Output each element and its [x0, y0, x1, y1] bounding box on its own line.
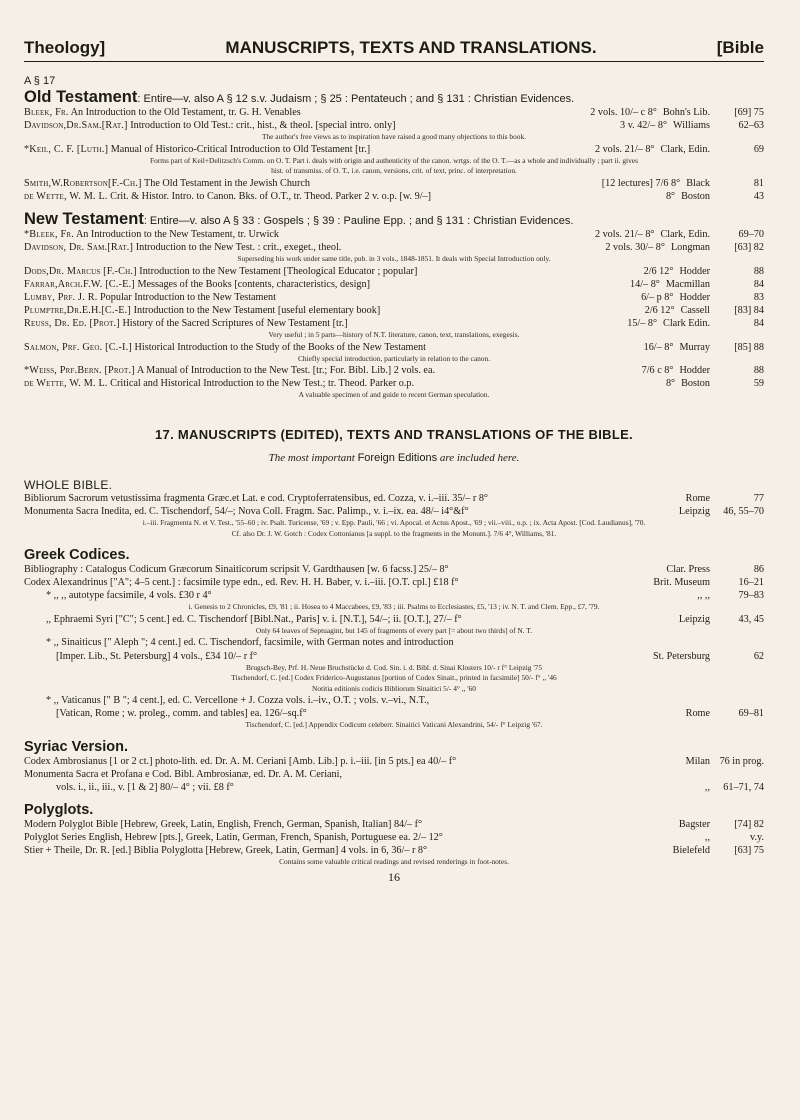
entry-pages: [63] 75 — [734, 845, 764, 857]
entry-price: 15/– 8° — [627, 318, 658, 330]
entry-publisher: Hodder — [679, 365, 710, 377]
entry-main — [24, 265, 640, 278]
entry-pages: [83] 84 — [734, 304, 764, 316]
whole-bible-list — [24, 492, 764, 518]
annotation-note: i. Genesis to 2 Chronicles, £9, '81 ; ii. Hosea to 4 Maccabees, £9, '83 ; iii. Psalms to Ecclesiastes, £5, '13 ; iv. N. T. and Clem. Epp., £7, '79. — [188, 602, 600, 612]
entry-publisher: ,, — [704, 782, 710, 794]
entry-pages: 69 — [753, 143, 764, 155]
entry-pages: 59 — [753, 378, 764, 390]
header-left: Theology] — [24, 38, 106, 57]
entry-publisher: ,, — [704, 832, 710, 844]
entry-pages: 84 — [753, 278, 764, 290]
entry-pages: [85] 88 — [734, 341, 764, 353]
entry-main — [24, 291, 637, 304]
entry-text: vols. i., ii., iii., v. [1 & 2] 80/– 4° ; vii. £8 f° — [56, 782, 234, 794]
entry-author: *Bleek, Fr. — [24, 228, 74, 240]
entry-publisher: Hodder — [679, 265, 710, 277]
header-right: [Bible — [716, 38, 764, 57]
bibliography-entry — [24, 781, 764, 794]
entry-publisher: Bielefeld — [672, 845, 710, 857]
entry-publisher: Boston — [681, 190, 710, 202]
entry-publisher: Longman — [670, 242, 710, 254]
entry-author: Smith,W.Robertson[F.-Ch.] — [24, 177, 142, 189]
bibliography-entry — [24, 106, 764, 119]
bibliography-entry — [24, 589, 764, 602]
entry-publisher: ,, ,, — [697, 590, 710, 602]
bibliography-entry — [24, 707, 764, 720]
bibliography-entry — [24, 492, 764, 505]
entry-price: 7/6 c 8° — [641, 365, 674, 377]
bibliography-entry — [24, 317, 764, 330]
bibliography-entry — [24, 505, 764, 518]
entry-publisher: Rome — [685, 708, 710, 720]
nt-heading-rest: : Entire—v. also A § 33 : Gospels ; § 39 : Pauline Epp. ; and § 131 : Christian Evidences. — [143, 214, 574, 227]
entry-author: Plumptre,Dr.E.H.[C.-E.] — [24, 304, 132, 316]
entry-text: ,, Ephraemi Syri ["C"; 5 cent.] ed. C. Tischendorf [Bibl.Nat., Paris] v. i. [N.T.], 54/–; ii. [O.T.], 27/– f° — [46, 613, 462, 625]
bibliography-entry — [24, 364, 764, 377]
entry-author: *Keil, C. F. [Luth.] — [24, 143, 109, 155]
entry-text: Bibliorum Sacrorum vetustissima fragmenta Græc.et Lat. e cod. Cryptoferratensibus, ed. Cozza, v. i.–iii. 35/– r 8° — [24, 492, 489, 504]
entry-price: 14/– 8° — [630, 278, 660, 290]
entry-text: Monumenta Sacra Inedita, ed. C. Tischendorf, 54/–; Nova Coll. Fragm. Sac. Palimp., v. i.–ix. ea. 48/– i4°&f° — [24, 506, 469, 517]
entry-publisher: Clark, Edin. — [660, 143, 710, 155]
entry-publisher: Bohn's Lib. — [662, 107, 710, 118]
entry-text: Polyglot Series English, Hebrew [pts.], Greek, Latin, German, French, Spanish, Portuguese ea. 2/– 12° — [24, 832, 443, 844]
entry-price: 2/6 12° — [644, 304, 675, 316]
entry-title: An Introduction to the New Testament, tr. Urwick — [75, 228, 280, 240]
entry-main — [24, 106, 586, 119]
entry-pages: 77 — [753, 492, 764, 504]
entry-publisher: Bagster — [678, 819, 710, 831]
entry-pages: 76 in prog. — [719, 755, 764, 767]
entry-title: Crit. & Histor. Intro. to Canon. Bks. of O.T., tr. Theod. Parker 2 v. o.p. [w. 9/–] — [110, 190, 432, 202]
polyglots-note: Contains some valuable critical readings and revised renderings in foot-notes. — [279, 857, 509, 867]
entry-title: Introduction to the New Test. : crit., exeget., theol. — [135, 242, 342, 254]
polyglots-list — [24, 818, 764, 857]
entry-author: de Wette, W. M. L. — [24, 190, 108, 202]
entry-author: Farrar,Arch.F.W. [C.-E.] — [24, 278, 135, 290]
bibliography-entry — [24, 613, 764, 626]
bibliography-entry — [24, 190, 764, 203]
entry-title: Introduction to Old Test.: crit., hist., & theol. [special intro. only] — [130, 120, 396, 132]
entry-main — [24, 119, 616, 132]
entry-text: * ,, Sinaiticus [" Aleph "; 4 cent.] ed. C. Tischendorf, facsimile, with German notes and introduction — [46, 637, 454, 649]
annotation-note: Cf. also Dr. J. W. Gotch : Codex Cottonianus [a suppl. to the fragments in the Monum.]. 7/6 4°, Williams, '81. — [231, 528, 557, 538]
bibliography-entry — [24, 818, 764, 831]
entry-pages: 84 — [753, 318, 764, 330]
entry-pages: 69–70 — [738, 228, 764, 240]
entry-pages: 88 — [753, 365, 764, 377]
entry-author: Dods,Dr. Marcus [F.-Ch.] — [24, 265, 137, 277]
ot-heading-title: Old Testament — [24, 88, 138, 106]
entry-title: Critical and Historical Introduction to the New Test.; tr. Theod. Parker o.p. — [110, 378, 415, 390]
entry-publisher: Cassell — [680, 304, 710, 316]
bibliography-entry — [24, 119, 764, 132]
entry-pages: [63] 82 — [734, 242, 764, 254]
entry-pages: 88 — [753, 265, 764, 277]
annotation-note: Chiefly special introduction, particularly in relation to the canon. — [297, 353, 491, 363]
entry-author: Davidson, Dr. Sam.[Rat.] — [24, 242, 134, 254]
entry-main — [24, 241, 601, 254]
entry-main — [24, 364, 638, 377]
annotation-note: Only 64 leaves of Septuagint, but 145 of fragments of every part [= about two thirds] of N. T. — [255, 625, 533, 635]
polyglots-heading: Polyglots. — [24, 802, 94, 819]
entry-title: History of the Sacred Scriptures of New Testament [tr.] — [122, 318, 348, 330]
entry-price: 2 vols. 30/– 8° — [605, 242, 665, 254]
bibliography-entry — [24, 291, 764, 304]
bibliography-entry — [24, 576, 764, 589]
entry-text: Codex Alexandrinus ["A"; 4–5 cent.] : facsimile type edn., ed. Rev. H. H. Baber, v. i.–iii. [O.T. cpl.] £18 f° — [24, 577, 459, 589]
entry-publisher: Boston — [681, 378, 710, 390]
annotation-note: hist. of transmiss. of O. T., i.e. canon, versions, crit. of text, princ. of interpretation. — [271, 166, 517, 176]
entry-publisher: Leipzig — [678, 506, 710, 517]
entry-title: Manual of Historico-Critical Introduction to Old Testament [tr.] — [110, 143, 371, 155]
running-head — [24, 38, 764, 62]
entry-title: An Introduction to the Old Testament, tr. G. H. Venables — [70, 107, 301, 118]
whole-bible-heading: WHOLE BIBLE. — [24, 477, 113, 492]
entry-main — [24, 304, 641, 317]
entry-publisher: Rome — [685, 492, 710, 504]
entry-publisher: Macmillan — [665, 278, 710, 290]
bibliography-entry — [24, 377, 764, 390]
bibliography-entry — [24, 694, 764, 707]
entry-author: Lumby, Prf. J. R. — [24, 291, 98, 303]
section-17-subtitle — [24, 452, 764, 464]
entry-title: Historical Introduction to the Study of the Books of the New Testament — [134, 341, 426, 353]
entry-main — [24, 278, 626, 291]
entry-pages: 69–81 — [738, 708, 764, 720]
entry-price: 6/– p 8° — [641, 291, 674, 303]
bibliography-entry — [24, 304, 764, 317]
entry-publisher: Milan — [685, 755, 710, 767]
entry-pages: v.y. — [750, 832, 764, 844]
entry-author: Davidson,Dr.Sam.[Rat.] — [24, 120, 128, 132]
entry-price: 8° — [665, 378, 676, 390]
annotation-note: The author's free views as to inspiration have raised a good many objections to this book. — [261, 132, 527, 142]
subtitle-post: are included here. — [439, 451, 520, 464]
greek-codices-list — [24, 563, 764, 731]
bibliography-entry — [24, 563, 764, 576]
subtitle-pre: The most important — [268, 451, 355, 464]
entry-title: The Old Testament in the Jewish Church — [144, 177, 311, 189]
bibliography-entry — [24, 755, 764, 768]
entry-pages: 62–63 — [738, 120, 764, 132]
entry-publisher: Clark Edin. — [663, 318, 710, 330]
entry-text: [Imper. Lib., St. Petersburg] 4 vols., £34 10/– r f° — [56, 650, 258, 662]
bibliography-entry — [24, 228, 764, 241]
entry-price: 2/6 12° — [643, 265, 674, 277]
entry-pages: 61–71, 74 — [723, 782, 764, 794]
entry-pages: 81 — [753, 177, 764, 189]
nt-heading-title: New Testament — [24, 209, 144, 228]
entry-publisher: Brit. Museum — [653, 577, 710, 589]
entry-main — [24, 177, 598, 190]
entry-price: 16/– 8° — [643, 341, 674, 353]
entry-text: [Vatican, Rome ; w. proleg., comm. and tables] ea. 126/–sq.f° — [56, 708, 307, 720]
header-center: MANUSCRIPTS, TEXTS AND TRANSLATIONS. — [225, 38, 597, 57]
bibliography-entry — [24, 341, 764, 354]
entry-text: * ,, ,, autotype facsimile, 4 vols. £30 r 4° — [46, 590, 212, 602]
entry-publisher: Black — [686, 177, 710, 189]
annotation-note: Superseding his work under same title, pub. in 3 vols., 1848-1851. It deals with Special Introduction only. — [237, 254, 551, 264]
subtitle-foreign-editions: Foreign Editions — [357, 451, 438, 464]
entry-main — [24, 143, 591, 156]
bibliography-entry — [24, 278, 764, 291]
entry-main — [24, 377, 662, 390]
bibliography-entry — [24, 650, 764, 663]
entry-pages: 16–21 — [738, 577, 764, 589]
annotation-note: Notitia editionis codicis Bibliorum Sinaitici 5/- 4° ,, '60 — [312, 683, 476, 693]
entry-pages: 43, 45 — [738, 613, 764, 625]
entry-text: Monumenta Sacra et Profana e Cod. Bibl. Ambrosianæ, ed. Dr. A. M. Ceriani, — [24, 768, 343, 780]
entry-text: * ,, Vaticanus [" B "; 4 cent.], ed. C. Vercellone + J. Cozza vols. i.–iv., O.T. ; vols. v.–vi., N.T., — [46, 695, 430, 707]
entry-publisher: Leipzig — [678, 613, 710, 625]
bibliography-entry — [24, 177, 764, 190]
entry-title: Introduction to the New Testament [useful elementary book] — [133, 304, 381, 316]
entry-title: A Manual of Introduction to the New Test. [tr.; For. Bibl. Lib.] 2 vols. ea. — [136, 365, 436, 377]
bibliography-entry — [24, 241, 764, 254]
ot-entry-list — [24, 106, 764, 203]
bibliography-entry — [24, 265, 764, 278]
nt-heading — [24, 209, 764, 228]
entry-pages: [69] 75 — [734, 107, 764, 118]
entry-title: Messages of the Books [contents, characteristics, design] — [137, 278, 370, 290]
entry-publisher: Williams — [673, 120, 710, 132]
annotation-note: Tischendorf, C. [ed.] Codex Friderico-Augustanus [portion of Codex Sinait., printed in facsimile] 50/- f° ,, '46 — [231, 673, 557, 683]
syriac-heading: Syriac Version. — [24, 738, 128, 755]
ot-heading — [24, 90, 764, 106]
entry-price: [12 lectures] 7/6 8° — [601, 177, 681, 189]
ot-heading-rest: : Entire—v. also A § 12 s.v. Judaism ; § 25 : Pentateuch ; and § 131 : Christian Evidences. — [137, 93, 575, 105]
annotation-note: Tischendorf, C. [ed.] Appendix Codicum celeberr. Sinaitici Vaticani Alexandrini, 54/- f° Leipzig '67. — [245, 720, 543, 730]
entry-text: Codex Ambrosianus [1 or 2 ct.] photo-lith. ed. Dr. A. M. Ceriani [Amb. Lib.] p. i.–iii. [in 5 pts.] ea 40/– f° — [24, 755, 457, 767]
entry-price: 8° — [665, 190, 676, 202]
entry-text: Bibliography : Catalogus Codicum Græcorum Sinaiticorum scripsit V. Gardthausen [w. 6 facss.] 25/– 8° — [24, 564, 449, 576]
entry-price: 3 v. 42/– 8° — [620, 120, 668, 132]
page-number: 16 — [388, 869, 400, 884]
bibliography-entry — [24, 143, 764, 156]
entry-main — [24, 228, 591, 241]
entry-pages: 43 — [753, 190, 764, 202]
entry-publisher: Murray — [679, 341, 710, 353]
entry-price: 2 vols. 21/– 8° — [594, 143, 655, 155]
bibliography-entry — [24, 831, 764, 844]
annotation-note: i.–iii. Fragmenta N. et V. Test., '55–60 ; iv. Psalt. Turicense, '69 ; v. Epp. Pauli, '66 ; vi. Apocal. et Actus Apost., '69 ; vii.–viii., o.p. ; ix. Acta Apost. [Cod. Laudianus], '70. — [142, 518, 646, 528]
entry-publisher: St. Petersburg — [653, 650, 710, 662]
annotation-note: Brugsch-Bey, Prf. H. Neue Bruchstücke d. Cod. Sin. i. d. Bibl. d. Sinai Klosters 10/- r f° Leipzig '75 — [245, 662, 543, 672]
section-17-title: 17. MANUSCRIPTS (EDITED), TEXTS AND TRANSLATIONS OF THE BIBLE. — [155, 426, 633, 442]
entry-pages: 86 — [753, 564, 764, 576]
entry-pages: 79–83 — [738, 590, 764, 602]
entry-price: 2 vols. 10/– c 8° — [590, 107, 657, 118]
annotation-note: Very useful ; in 5 parts—history of N.T. literature, canon, text, translations, exegesis. — [268, 330, 520, 340]
entry-main — [24, 190, 662, 203]
entry-author: Reuss, Dr. Ed. [Prot.] — [24, 318, 120, 330]
entry-publisher: Clar. Press — [666, 564, 710, 576]
entry-text: Modern Polyglot Bible [Hebrew, Greek, Latin, English, French, German, Spanish, Italian] 84/– f° — [24, 819, 423, 831]
entry-main — [24, 341, 640, 354]
bibliography-entry — [24, 844, 764, 857]
annotation-note: A valuable specimen of and guide to recent German speculation. — [298, 390, 490, 400]
entry-price: 2 vols. 21/– 8° — [594, 228, 655, 240]
entry-publisher: Hodder — [679, 291, 710, 303]
entry-author: de Wette, W. M. L. — [24, 378, 108, 390]
entry-author: Salmon, Prf. Geo. [C.-I.] — [24, 341, 132, 353]
section-mark: A § 17 — [24, 75, 56, 87]
bibliography-entry — [24, 768, 764, 781]
entry-text: Stier + Theile, Dr. R. [ed.] Biblia Polyglotta [Hebrew, Greek, Latin, German] 4 vols. in 6, 36/– r 8° — [24, 845, 428, 857]
entry-main — [24, 317, 623, 330]
entry-publisher: Clark, Edin. — [660, 228, 710, 240]
entry-author: *Weiss, Prf.Bern. [Prot.] — [24, 365, 135, 377]
entry-pages: 62 — [753, 650, 764, 662]
entry-pages: 83 — [753, 291, 764, 303]
bibliography-entry — [24, 636, 764, 649]
entry-author: Bleek, Fr. — [24, 107, 69, 118]
greek-codices-heading: Greek Codices. — [24, 547, 130, 564]
nt-entry-list — [24, 228, 764, 401]
whole-bible-notes — [24, 518, 764, 539]
syriac-list — [24, 755, 764, 794]
annotation-note: Forms part of Keil+Delitzsch's Comm. on O. T. Part i. deals with origin and authenticity of the canon. wrtgs. of the O. T.—as a whole and individually ; part ii. gives — [150, 155, 638, 165]
entry-title: Introduction to the New Testament [Theological Educator ; popular] — [139, 265, 418, 277]
entry-pages: 46, 55–70 — [723, 506, 764, 517]
entry-title: Popular Introduction to the New Testament — [100, 291, 276, 303]
entry-pages: [74] 82 — [734, 819, 764, 831]
